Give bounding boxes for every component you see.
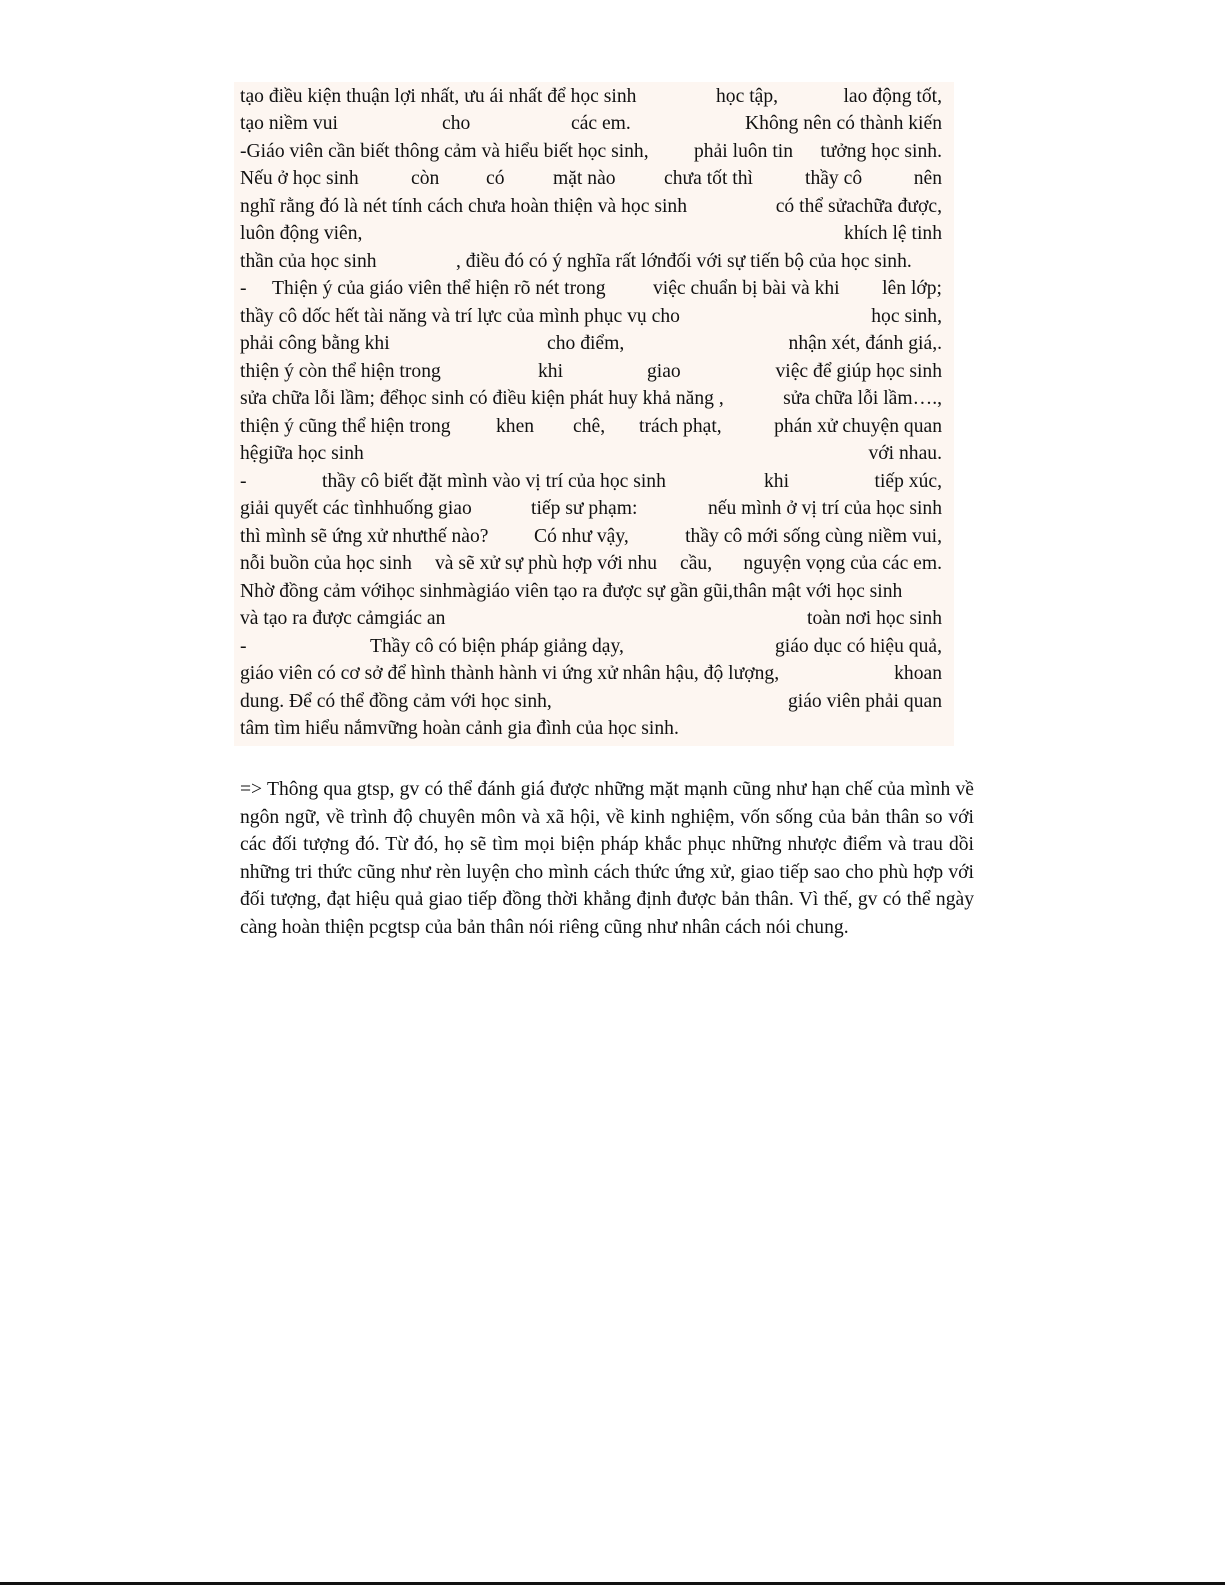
text-line (240, 275, 952, 303)
text-segment: còn (411, 168, 440, 189)
text-segment: Thiện ý của giáo viên thể hiện rõ nét trong (272, 278, 606, 299)
text-segment: giáo dục có hiệu quả, (774, 635, 942, 657)
text-segment: - (240, 278, 247, 299)
text-line (240, 110, 952, 138)
text-segment: - (240, 470, 247, 492)
text-line (240, 303, 952, 331)
text-segment: thiện ý cũng thể hiện trong (240, 415, 451, 437)
text-segment: lao động tốt, (843, 85, 942, 107)
text-line (240, 605, 952, 633)
text-segment: mặt nào (553, 168, 616, 189)
text-segment: với nhau. (868, 443, 942, 464)
text-segment: hệgiữa học sinh (240, 443, 364, 464)
text-segment: nhận xét, đánh giá,. (788, 333, 942, 354)
text-segment: giáo viên phải quan (788, 690, 942, 712)
conclusion-paragraph: => Thông qua gtsp, gv có thể đánh giá được những mặt mạnh cũng như hạn chế của mình về ngôn ngữ, về trình độ chuyên môn và xã hội, về kinh nghiệm, vốn sống của bản thân so với các đối tượng đó. Từ đó, họ sẽ tìm mọi biện pháp khắc phục những nhược điểm và trau dồi những tri thức cũng như rèn luyện cho mình cách thức ứng xử, giao tiếp sao cho phù hợp với đối tượng, đạt hiệu quả giao tiếp đồng thời khẳng định được bản thân. Vì thế, gv có thể ngày càng hoàn thiện pcgtsp của bản thân nói riêng cũng như nhân cách nói chung. (240, 779, 974, 938)
text-segment: , điều đó có ý nghĩa rất lớnđối với sự tiến bộ của học sinh. (456, 250, 912, 272)
text-segment: thiện ý còn thể hiện trong (240, 360, 441, 382)
text-segment: sửa chữa lỗi lầm; đểhọc sinh có điều kiện phát huy khả năng , (240, 388, 724, 409)
text-segment: nếu mình ở vị trí của học sinh (707, 498, 942, 519)
text-segment: nỗi buồn của học sinh (240, 553, 412, 574)
text-segment: Thầy cô có biện pháp giảng dạy, (370, 635, 624, 657)
text-segment: chê, (573, 415, 606, 437)
text-segment: cho (442, 113, 471, 134)
text-segment: có (486, 168, 505, 189)
text-segment: dung. Để có thể đồng cảm với học sinh, (240, 690, 552, 712)
text-segment: toàn nơi học sinh (807, 608, 942, 629)
text-segment: giao (647, 360, 681, 382)
text-line (240, 523, 952, 551)
text-segment: nguyện vọng của các em. (743, 553, 942, 574)
text-segment: thầy cô (805, 168, 863, 189)
text-segment: phán xử chuyện quan (774, 415, 942, 437)
text-segment: sửa chữa lỗi lầm…., (783, 388, 942, 409)
text-segment: trách phạt, (639, 415, 722, 437)
text-line (240, 358, 952, 386)
text-segment: thì mình sẽ ứng xử nhưthế nào? (240, 525, 489, 547)
text-segment: học tập, (716, 85, 779, 107)
text-segment: học sinh, (871, 305, 942, 327)
text-segment: thầy cô mới sống cùng niềm vui, (685, 525, 942, 547)
text-segment: có thể sửachữa được, (775, 195, 942, 217)
text-segment: khi (764, 470, 790, 492)
text-segment: Có như vậy, (534, 525, 629, 547)
text-segment: Nếu ở học sinh (240, 168, 359, 189)
text-line (240, 440, 952, 468)
text-segment: tạo điều kiện thuận lợi nhất, ưu ái nhất để học sinh (240, 85, 637, 107)
text-line (240, 193, 952, 221)
text-line (240, 578, 952, 606)
text-segment: - (240, 635, 247, 657)
text-line (240, 330, 952, 358)
text-segment: và tạo ra được cảmgiác an (240, 608, 446, 629)
text-line (240, 83, 952, 111)
text-segment: khích lệ tinh (844, 223, 942, 244)
text-segment: khen (496, 415, 535, 437)
text-line (240, 248, 952, 276)
text-segment: thầy cô biết đặt mình vào vị trí của học sinh (322, 470, 666, 492)
text-segment: Không nên có thành kiến (745, 113, 942, 134)
text-line (240, 138, 952, 166)
text-segment: tiếp xúc, (874, 470, 942, 492)
text-segment: tiếp sư phạm: (531, 498, 638, 519)
text-line (240, 220, 952, 248)
text-segment: tâm tìm hiểu nắmvững hoàn cảnh gia đình của học sinh. (240, 718, 679, 739)
text-segment: và sẽ xử sự phù hợp với nhu (435, 553, 658, 574)
text-segment: khi (538, 360, 564, 382)
text-segment: cầu, (680, 553, 713, 574)
text-segment: Nhờ đồng cảm vớihọc sinhmàgiáo viên tạo ra được sự gần gũi,thân mật với học sinh (240, 580, 903, 602)
text-line (240, 165, 952, 193)
text-line (240, 495, 952, 523)
text-segment: tạo niềm vui (240, 113, 338, 134)
text-line (240, 660, 952, 688)
text-segment: phải công bằng khi (240, 333, 390, 354)
text-segment: chưa tốt thì (664, 168, 753, 189)
text-segment: việc chuẩn bị bài và khi (653, 278, 840, 299)
text-segment: -Giáo viên cần biết thông cảm và hiểu biết học sinh, (240, 140, 649, 162)
text-segment: các em. (571, 113, 631, 134)
text-line (240, 550, 952, 578)
text-segment: lên lớp; (882, 278, 942, 299)
text-line (240, 413, 952, 441)
text-segment: nghĩ rằng đó là nét tính cách chưa hoàn thiện và học sinh (240, 195, 687, 217)
text-segment: luôn động viên, (240, 223, 363, 244)
text-segment: nên (913, 168, 942, 189)
text-line (240, 468, 952, 496)
text-segment: giáo viên có cơ sở để hình thành hành vi ứng xử nhân hậu, độ lượng, (240, 663, 780, 684)
text-line (240, 633, 952, 661)
text-segment: khoan (894, 663, 942, 684)
text-line (240, 385, 952, 413)
text-segment: tưởng học sinh. (820, 140, 942, 162)
text-segment: giải quyết các tìnhhuống giao (240, 498, 472, 519)
text-segment: thần của học sinh (240, 250, 377, 272)
text-segment: cho điểm, (547, 333, 625, 354)
text-segment: thầy cô dốc hết tài năng và trí lực của mình phục vụ cho (240, 305, 680, 327)
text-line (240, 715, 952, 743)
text-segment: việc để giúp học sinh (775, 360, 942, 382)
text-segment: phải luôn tin (694, 140, 794, 162)
text-line (240, 688, 952, 716)
